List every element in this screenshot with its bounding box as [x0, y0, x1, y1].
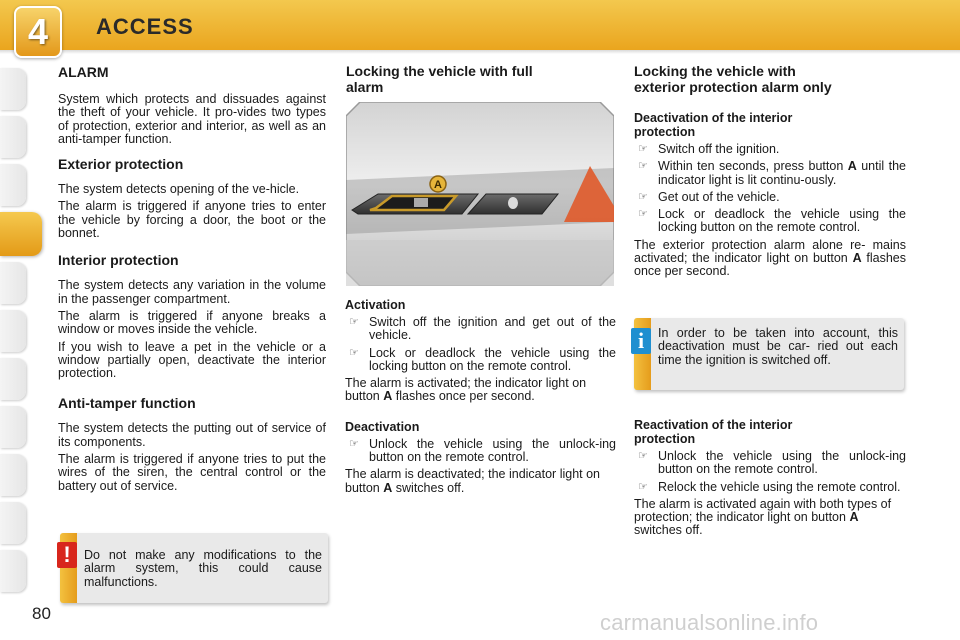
warning-note [60, 533, 328, 603]
side-tab-active[interactable] [0, 212, 42, 256]
side-tab-10[interactable] [0, 502, 26, 544]
dashboard-button-photo [346, 102, 614, 286]
interior-protection-heading: Interior protection [58, 252, 179, 269]
side-tab-8[interactable] [0, 406, 26, 448]
warning-note-text: Do not make any modifications to the alarm system, this could cause malfunctions. [84, 548, 322, 589]
interior-paragraph-1: The system detects any variation in the volume in the passenger compartment. [58, 278, 326, 306]
column-exterior-only [634, 60, 906, 279]
deactivation-heading: Deactivation [345, 419, 420, 434]
side-tab-9[interactable] [0, 454, 26, 496]
bullet-icon: ☞ [638, 160, 648, 173]
watermark: carmanualsonline.info [600, 610, 819, 635]
column-alarm [58, 60, 326, 493]
activation-step-2: ☞ Lock or deadlock the vehicle using the locking button on the remote control. [349, 345, 616, 373]
activation-result: The alarm is activated; the indicator light on button A flashes once per second. [345, 376, 587, 404]
deactivation-interior-heading: Deactivation of the interior protection [634, 111, 793, 139]
interior-paragraph-2: The alarm is triggered if anyone breaks a window or moves inside the vehicle. [58, 308, 326, 337]
deactivation-step-1: ☞ Unlock the vehicle using the unlock-ing button on the remote control. [349, 436, 616, 465]
bullet-icon: ☞ [349, 316, 359, 328]
deact-step-4: ☞ Lock or deadlock the vehicle using the locking button on the remote control. [638, 207, 906, 235]
alarm-intro: System which protects and dissuades against the theft of your vehicle. It pro-vides two types of protection, exterior and interior, as well as an anti-tamper function. [58, 92, 326, 146]
side-tab-5[interactable] [0, 262, 26, 304]
deact-step-2: ☞ Within ten seconds, press button A until the indicator light is lit continu-ously. [638, 159, 906, 187]
bullet-icon: ☞ [638, 190, 648, 203]
react-step-1: ☞ Unlock the vehicle using the unlock-ing button on the remote control. [638, 449, 906, 477]
exterior-paragraph-1: The system detects opening of the ve-hicle. [58, 182, 300, 197]
info-note [634, 318, 904, 390]
bullet-icon: ☞ [638, 480, 648, 493]
react-step-2: ☞ Relock the vehicle using the remote control. [638, 479, 901, 494]
header-shadow [0, 50, 960, 54]
activation-step-1: ☞ Switch off the ignition and get out of the vehicle. [349, 315, 616, 343]
bullet-icon: ☞ [349, 346, 359, 359]
page-title: ACCESS [96, 14, 194, 39]
side-tab-6[interactable] [0, 310, 26, 352]
column-reactivation [634, 418, 906, 538]
page-number: 80 [32, 604, 51, 623]
photo-label-a: A [434, 179, 442, 191]
exterior-protection-heading: Exterior protection [58, 156, 184, 173]
info-icon: i [631, 328, 651, 354]
exterior-only-heading: Locking the vehicle with exterior protection alarm only [634, 63, 832, 95]
bullet-icon: ☞ [638, 208, 648, 221]
warning-icon: ! [57, 542, 77, 568]
side-tab-1[interactable] [0, 68, 26, 110]
side-tab-11[interactable] [0, 550, 26, 592]
bullet-icon: ☞ [638, 450, 648, 462]
side-tab-7[interactable] [0, 358, 26, 400]
deactivation-result: The alarm is deactivated; the indicator light on button A switches off. [345, 467, 601, 495]
anti-tamper-paragraph-1: The system detects the putting out of service of its components. [58, 421, 326, 449]
react-result: The alarm is activated again with both types of protection; the indicator light on button A switches off. [634, 496, 892, 538]
full-alarm-heading: Locking the vehicle with full alarm [346, 63, 533, 95]
interior-paragraph-3: If you wish to leave a pet in the vehicle or a window partially open, deactivate the interior protection. [58, 339, 326, 381]
column-full-alarm-body [345, 298, 616, 495]
deact-step-1: ☞ Switch off the ignition. [638, 142, 780, 156]
exterior-paragraph-2: The alarm is triggered if anyone tries to enter the vehicle by forcing a door, the boot or the bonnet. [58, 199, 327, 241]
bullet-icon: ☞ [638, 143, 648, 155]
anti-tamper-paragraph-2: The alarm is triggered if anyone tries to put the wires of the siren, the central control or the battery out of service. [58, 452, 326, 493]
bullet-icon: ☞ [349, 437, 359, 450]
reactivation-heading: Reactivation of the interior protection [634, 418, 793, 446]
deact-step-3: ☞ Get out of the vehicle. [638, 189, 780, 204]
activation-heading: Activation [345, 298, 406, 312]
side-tab-3[interactable] [0, 164, 26, 206]
side-tab-2[interactable] [0, 116, 26, 158]
anti-tamper-heading: Anti-tamper function [58, 395, 196, 412]
alarm-heading: ALARM [58, 64, 109, 80]
info-note-text: In order to be taken into account, this deactivation must be car- ried out each time the ignition is switched off. [658, 326, 898, 367]
deact-result: The exterior protection alarm alone re- mains activated; the indicator light on button A flashes once per second. [634, 237, 907, 279]
column-full-alarm [346, 60, 616, 95]
chapter-number: 4 [27, 11, 49, 52]
